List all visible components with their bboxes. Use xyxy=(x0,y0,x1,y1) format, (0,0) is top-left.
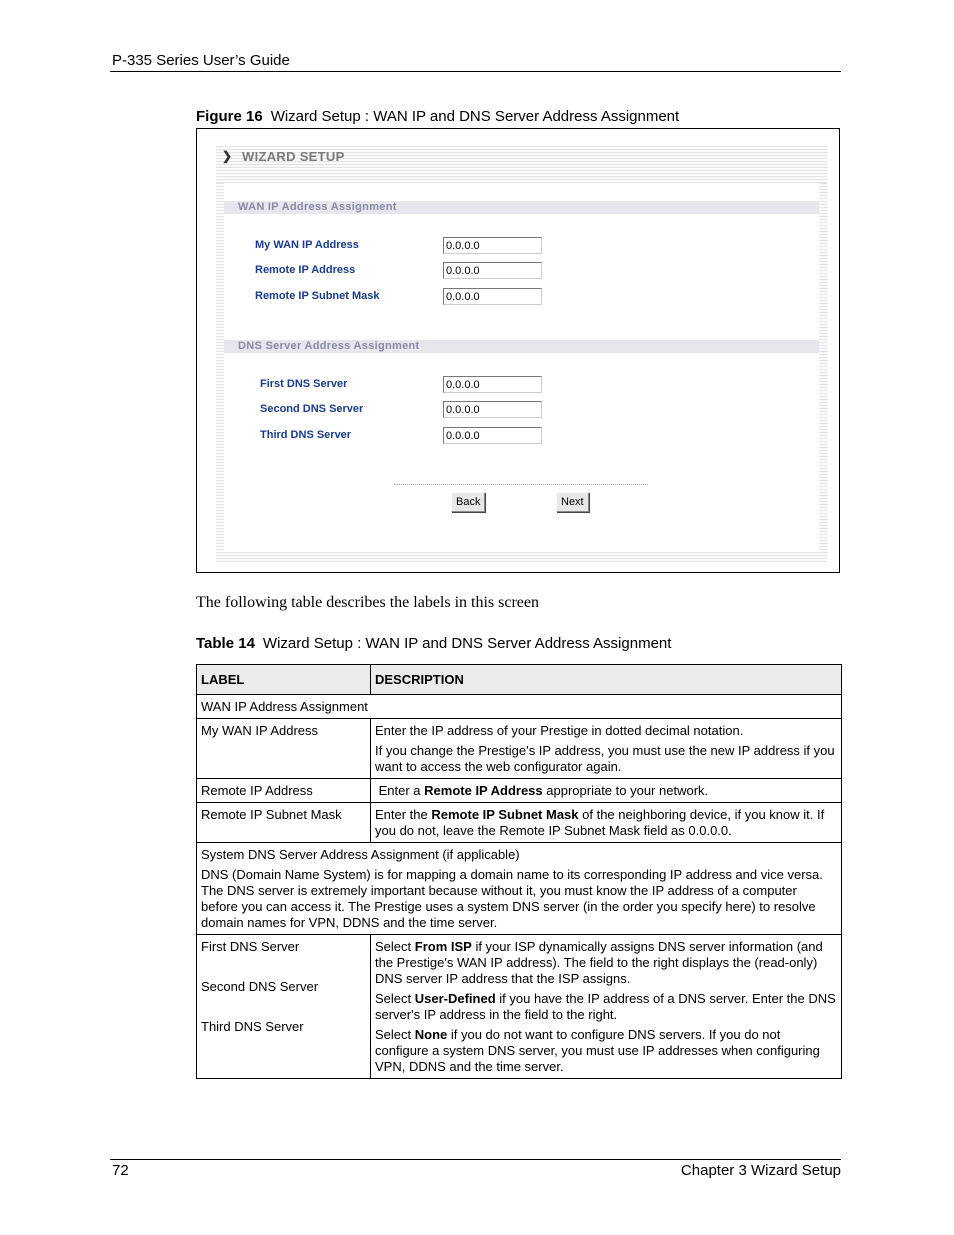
my-wan-ip-label: My WAN IP Address xyxy=(255,239,359,251)
paragraph xyxy=(375,939,837,987)
row-label: Remote IP Subnet Mask xyxy=(197,803,371,843)
dns-group-cell xyxy=(197,843,842,935)
bottom-stripe xyxy=(216,552,827,562)
table-caption xyxy=(196,635,671,652)
text: Select xyxy=(375,1027,415,1042)
wizard-title: WIZARD SETUP xyxy=(242,149,345,164)
text: appropriate to your network. xyxy=(542,783,709,798)
table-row xyxy=(197,935,842,1079)
left-stripe xyxy=(216,183,224,562)
bold-term: Remote IP Address xyxy=(424,783,543,798)
row-description xyxy=(371,779,842,803)
remote-ip-label: Remote IP Address xyxy=(255,264,356,276)
text: Select xyxy=(375,991,415,1006)
right-stripe xyxy=(819,183,827,562)
table-number: Table 14 xyxy=(196,635,255,652)
wan-section-header xyxy=(224,201,819,214)
text: Enter a xyxy=(375,783,425,798)
wan-section-title: WAN IP Address Assignment xyxy=(238,201,397,213)
second-dns-label: Second DNS Server xyxy=(260,403,364,415)
table-row xyxy=(197,803,842,843)
row-label xyxy=(197,935,371,1079)
button-divider xyxy=(394,484,648,485)
text: if your ISP dynamically assigns DNS server information (and the Prestige's WAN IP address). The field to the right displays the (read-only) DNS server IP address that the ISP assigns. xyxy=(375,939,827,986)
wizard-screenshot xyxy=(216,146,827,562)
first-dns-input[interactable] xyxy=(443,376,542,393)
paragraph: System DNS Server Address Assignment (if applicable) xyxy=(201,847,520,862)
page-number: 72 xyxy=(112,1162,129,1179)
dns-section-header xyxy=(224,340,819,353)
text: Select xyxy=(375,939,415,954)
row-description xyxy=(371,935,842,1079)
paragraph: Enter the IP address of your Prestige in dotted decimal notation. xyxy=(375,723,744,738)
remote-subnet-label: Remote IP Subnet Mask xyxy=(255,290,380,302)
table-row xyxy=(197,719,842,779)
running-header: P-335 Series User’s Guide xyxy=(112,52,290,69)
my-wan-ip-input[interactable] xyxy=(443,237,542,254)
chapter-title: Chapter 3 Wizard Setup xyxy=(680,1162,841,1179)
bold-term: From ISP xyxy=(414,939,472,954)
remote-subnet-input[interactable] xyxy=(443,288,542,305)
header-rule xyxy=(110,71,841,72)
third-dns-input[interactable] xyxy=(443,427,542,444)
table-header-row xyxy=(197,665,842,695)
paragraph: DNS (Domain Name System) is for mapping a domain name to its corresponding IP address and vice versa. The DNS server is extremely important because without it, you must know the IP address of a computer before you can access it. The Prestige uses a system DNS server (in the order you specify here) to resolve domain names for VPN, DDNS and the time server. xyxy=(201,867,823,930)
wan-group-cell: WAN IP Address Assignment xyxy=(197,695,842,719)
third-dns-label: Third DNS Server xyxy=(260,429,352,441)
row-label: Remote IP Address xyxy=(197,779,371,803)
row-label: My WAN IP Address xyxy=(197,719,371,779)
label-column-header: LABEL xyxy=(197,665,371,695)
paragraph: If you change the Prestige’s IP address, you must use the new IP address if you want to access the web configurator again. xyxy=(375,743,835,774)
back-button[interactable]: Back xyxy=(451,492,485,512)
bold-term: None xyxy=(414,1027,448,1042)
next-button[interactable]: Next xyxy=(556,492,589,512)
table-title: Wizard Setup : WAN IP and DNS Server Address Assignment xyxy=(262,635,672,652)
first-dns-label: First DNS Server xyxy=(260,378,348,390)
row-description xyxy=(371,803,842,843)
chevron-right-icon: ❯ xyxy=(222,149,233,163)
remote-ip-input[interactable] xyxy=(443,262,542,279)
table-row xyxy=(197,779,842,803)
figure-caption xyxy=(196,108,679,125)
description-table xyxy=(196,664,842,1079)
text: if you do not want to configure DNS servers. If you do not configure a system DNS server, you must use IP addresses when configuring VPN, DDNS and the time server. xyxy=(375,1027,824,1074)
row-description xyxy=(371,719,842,779)
dns-section-title: DNS Server Address Assignment xyxy=(238,340,420,352)
text: if you have the IP address of a DNS server. Enter the DNS server's IP address in the field to the right. xyxy=(375,991,840,1022)
text: of the neighboring device, if you know it. If you do not, leave the Remote IP Subnet Mask field as 0.0.0.0. xyxy=(375,807,828,838)
bold-term: User-Defined xyxy=(414,991,496,1006)
dns-label: Third DNS Server xyxy=(201,1019,304,1034)
description-column-header: DESCRIPTION xyxy=(371,665,842,695)
figure-number: Figure 16 xyxy=(196,108,263,125)
dns-label: Second DNS Server xyxy=(201,979,319,994)
paragraph xyxy=(375,991,840,1023)
table-row xyxy=(197,695,842,719)
dns-label: First DNS Server xyxy=(201,939,300,954)
intro-text: The following table describes the labels in this screen xyxy=(196,594,540,611)
footer-rule xyxy=(110,1159,841,1160)
paragraph xyxy=(375,1027,837,1075)
figure-title: Wizard Setup : WAN IP and DNS Server Address Assignment xyxy=(270,108,680,125)
second-dns-input[interactable] xyxy=(443,401,542,418)
title-bar xyxy=(216,146,827,183)
table-row xyxy=(197,843,842,935)
bold-term: Remote IP Subnet Mask xyxy=(431,807,579,822)
text: Enter the xyxy=(375,807,432,822)
